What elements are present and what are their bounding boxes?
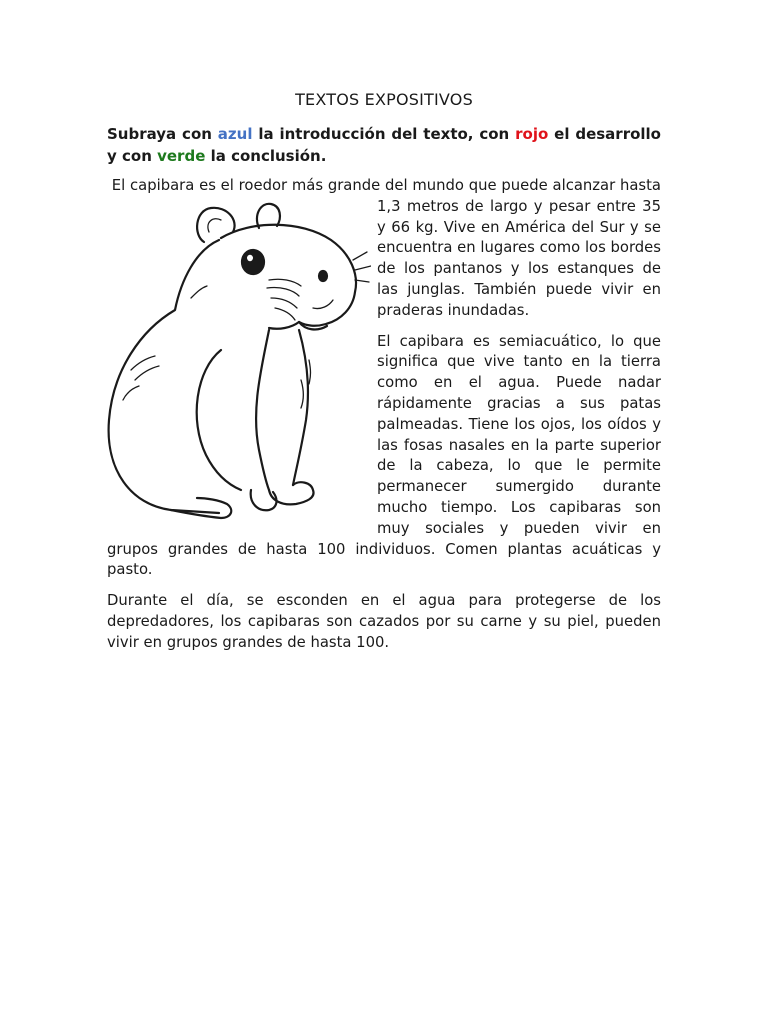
- instruction-blue-word: azul: [217, 125, 253, 143]
- paragraph-intro: [107, 176, 661, 322]
- instruction-part-4: la conclusión.: [205, 147, 327, 165]
- instruction-green-word: verde: [157, 147, 206, 165]
- instruction-text: [107, 123, 661, 167]
- document-title: TEXTOS EXPOSITIVOS: [295, 90, 473, 109]
- instruction-part-3: el desarrollo y con: [107, 125, 661, 165]
- paragraph-conclusion: Durante el día, se esconden en el agua para protegerse de los depredadores, los capibaras son cazados por su carne y su piel, pueden vivir en grupos grandes de hasta 100.: [107, 592, 661, 651]
- instruction-part-2: la introducción del texto, con: [252, 125, 516, 143]
- capybara-illustration: [101, 180, 371, 520]
- paragraph-intro-text: El capibara es el roedor más grande del mundo que puede alcanzar hasta 1,3 metros de largo y pesar entre 35 y 66 kg. Vive en América del Sur y se encuentra en lugares como los bordes de los pantanos y los estanques de las junglas. También puede vivir en praderas inundadas.: [111, 177, 661, 319]
- expository-text: [107, 176, 661, 664]
- instruction-red-word: rojo: [515, 125, 549, 143]
- instruction-part-1: Subraya con: [107, 125, 218, 143]
- paragraph-development: El capibara es semiacuático, lo que significa que vive tanto en la tierra como en el agua. Puede nadar rápidamente gracias a sus patas palmeadas. Tiene los ojos, los oídos y las fosas nasales en la parte superior de la cabeza, lo que le permite permanecer sumergido durante mucho tiempo. Los capibaras son muy sociales y pueden vivir en grupos grandes de hasta 100 individuos. Comen plantas acuáticas y pasto.: [107, 332, 661, 579]
